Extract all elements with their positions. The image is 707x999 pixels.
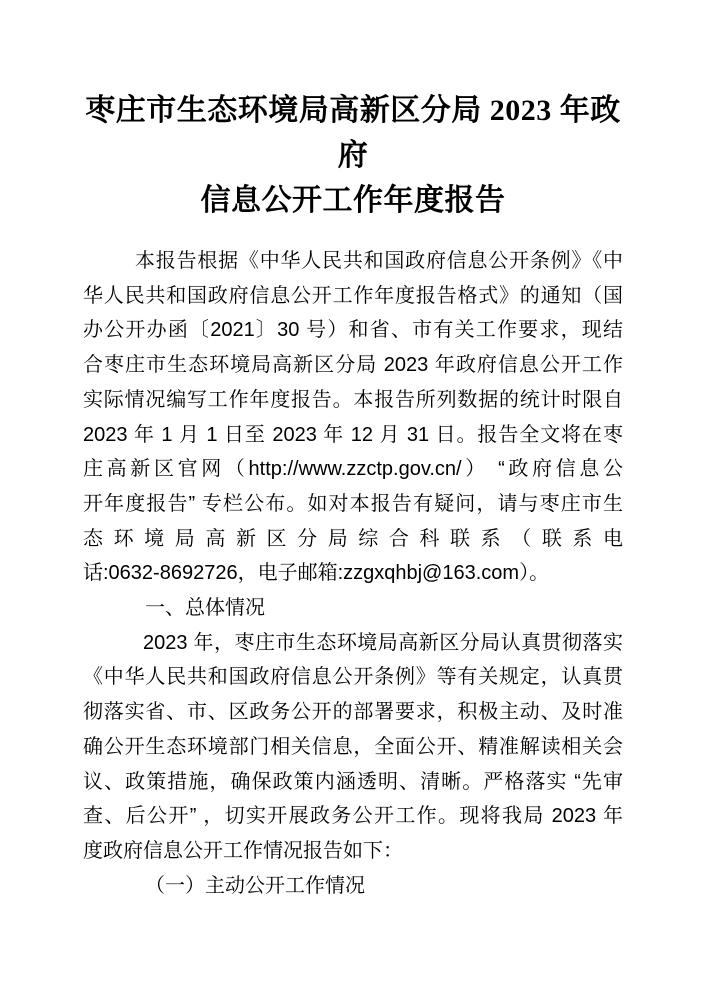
body-line: 庄高新区官网（http://www.zzctp.gov.cn/） “政府信息公 [83, 458, 623, 481]
body-line: 度政府信息公开工作情况报告如下： [83, 839, 403, 862]
body-line: 态环境局高新区分局综合科联系（联系电 [83, 527, 623, 550]
body-line: 2023 年，枣庄市生态环境局高新区分局认真贯彻落实 [143, 631, 623, 654]
body-line: 议、政策措施，确保政策内涵透明、清晰。严格落实 “先审 [83, 770, 623, 793]
body-line: 实际情况编写工作年度报告。本报告所列数据的统计时限自 [83, 388, 623, 411]
body-line: 彻落实省、市、区政务公开的部署要求，积极主动、及时准 [83, 701, 623, 724]
document-title [83, 88, 623, 223]
body-line: 2023 年 1 月 1 日至 2023 年 12 月 31 日。报告全文将在枣 [83, 423, 623, 446]
body-line: 话:0632-8692726，电子邮箱:zzgxqhbj@163.com）。 [83, 562, 550, 585]
paragraph-intro [83, 244, 623, 591]
section-heading-proactive-disclosure: （一）主动公开工作情况 [145, 874, 365, 897]
paragraph-overview [83, 626, 623, 869]
body-line: 华人民共和国政府信息公开工作年度报告格式》的通知（国 [83, 284, 623, 307]
body-line: 《中华人民共和国政府信息公开条例》等有关规定，认真贯 [83, 666, 623, 689]
body-line: 合枣庄市生态环境局高新区分局 2023 年政府信息公开工作 [83, 354, 623, 377]
body-line: 开年度报告” 专栏公布。如对本报告有疑问，请与枣庄市生 [83, 492, 623, 515]
body-line: 查、后公开” ，切实开展政务公开工作。现将我局 2023 年 [83, 805, 623, 828]
document-body [83, 244, 623, 903]
section-heading-overview: 一、总体情况 [145, 597, 265, 620]
document-title-line-1: 枣庄市生态环境局高新区分局 2023 年政府 [85, 94, 621, 172]
body-line: 确公开生态环境部门相关信息，全面公开、精准解读相关会 [83, 735, 623, 758]
document-title-line-2: 信息公开工作年度报告 [200, 184, 506, 217]
body-line: 办公开办函〔2021〕30 号）和省、市有关工作要求，现结 [83, 319, 623, 342]
body-line: 本报告根据《中华人民共和国政府信息公开条例》《中 [135, 250, 623, 272]
